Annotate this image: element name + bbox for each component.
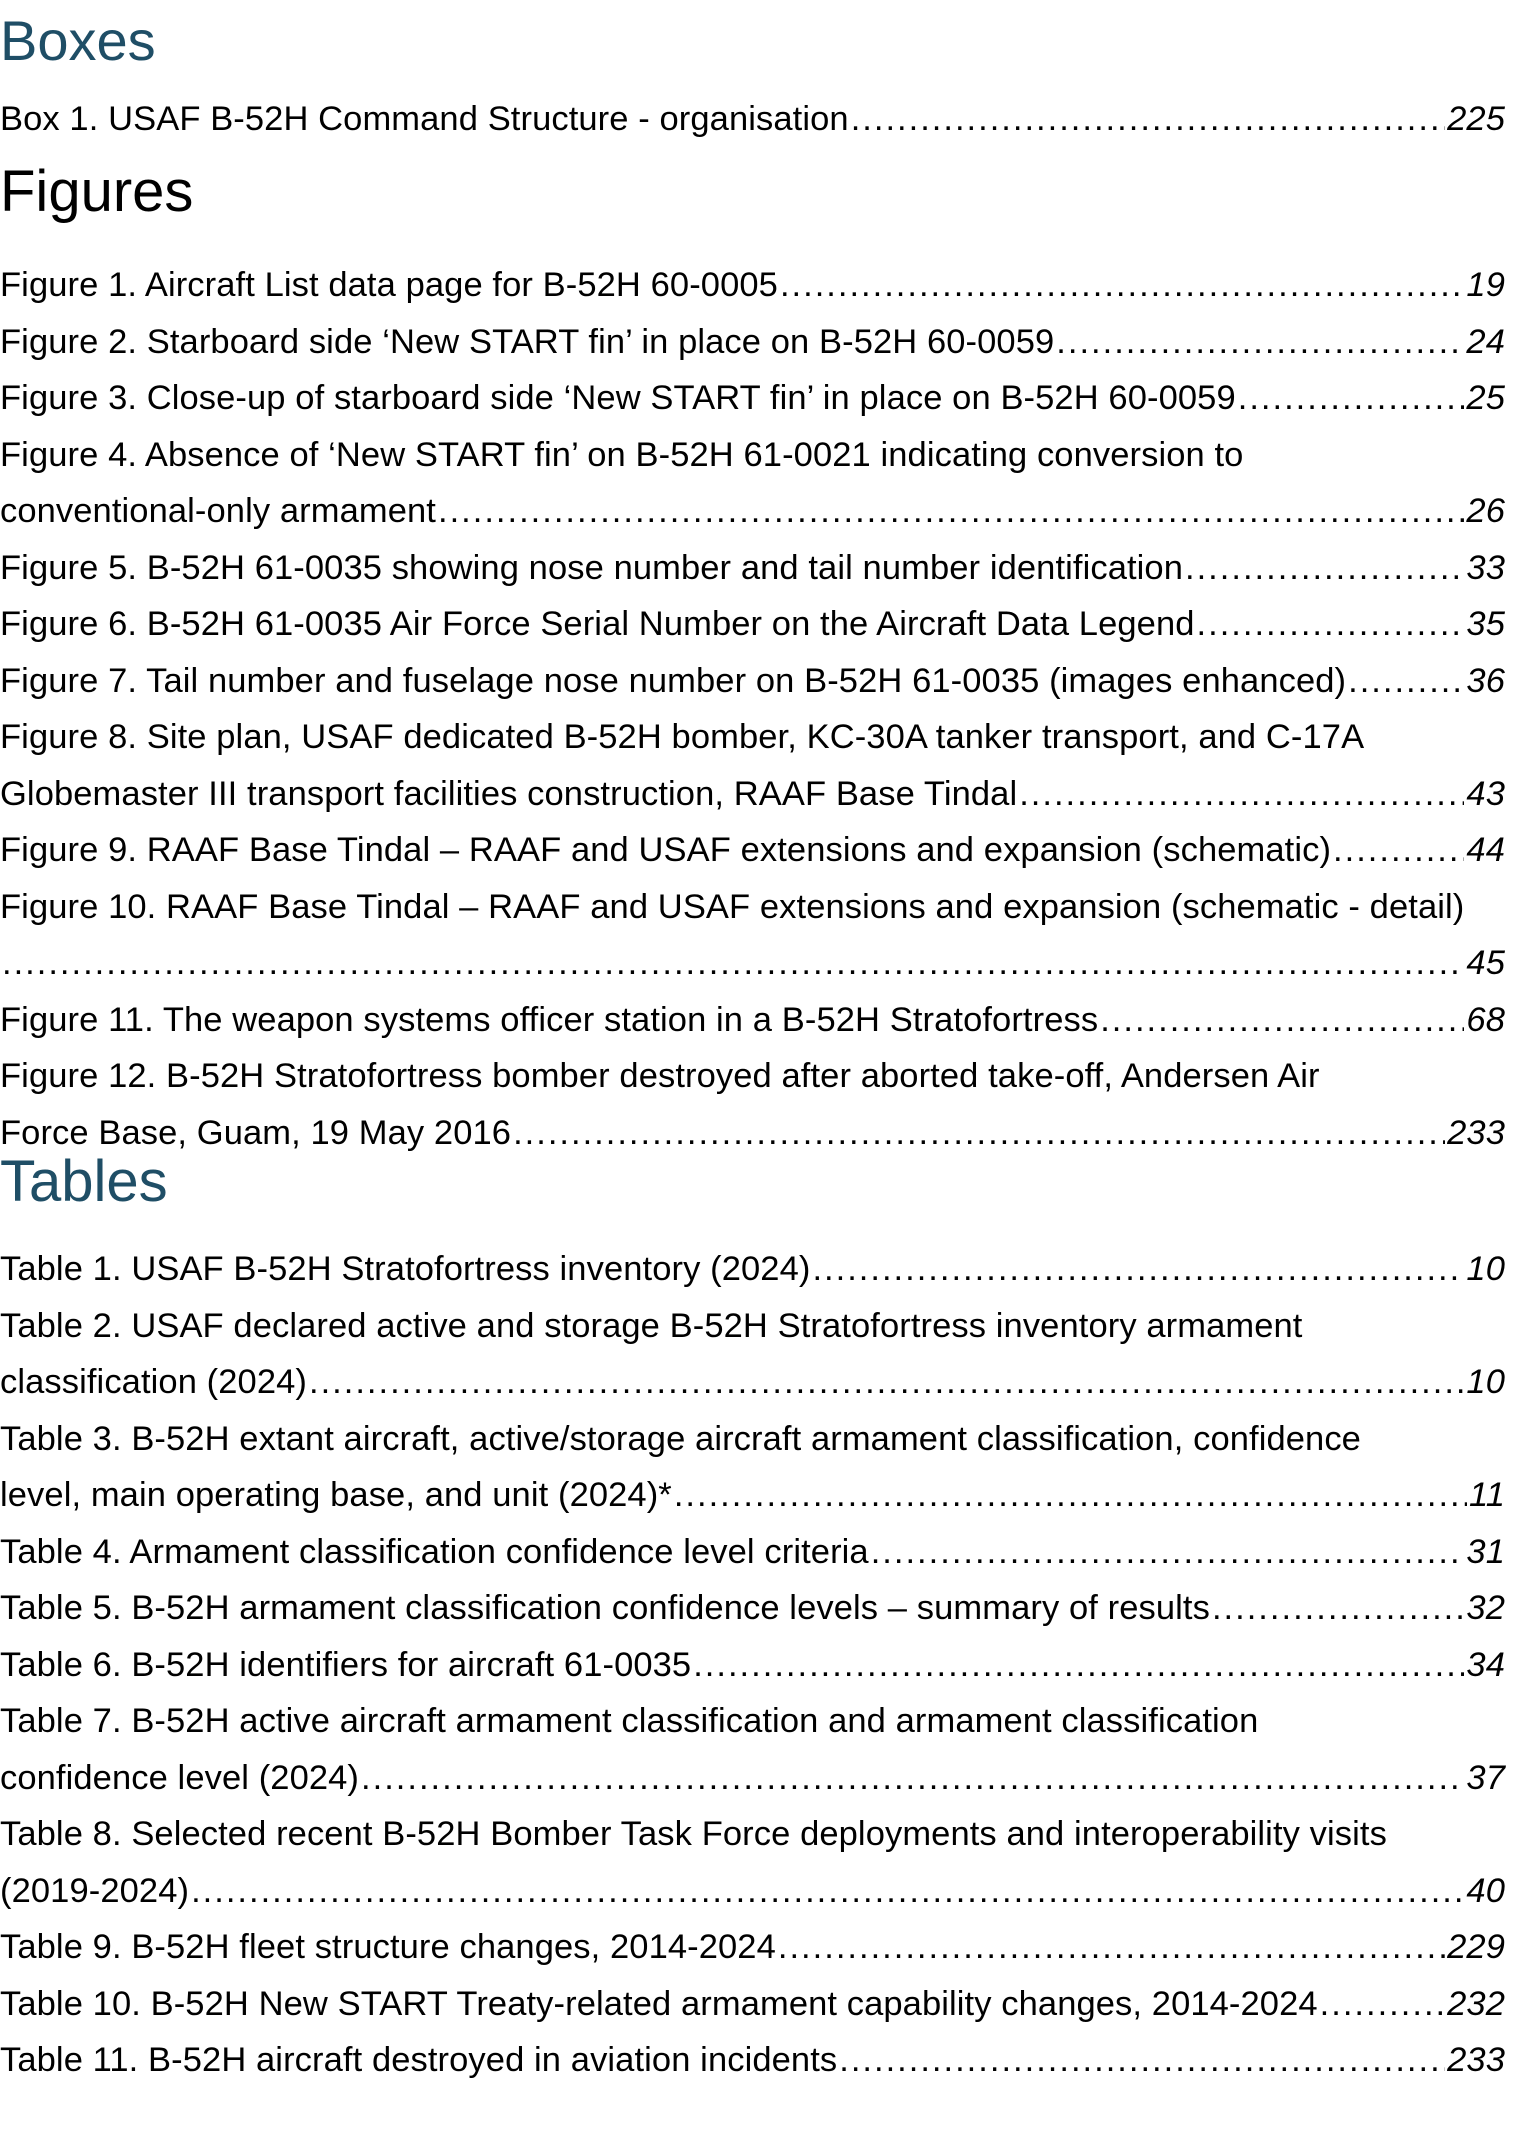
toc-entry[interactable]: [0, 879, 1505, 992]
dot-leader: [2, 935, 1464, 992]
toc-entry[interactable]: [0, 427, 1505, 540]
toc-entry-title: Figure 5. B-52H 61-0035 showing nose number and tail number identification: [0, 548, 1184, 587]
toc-page-number[interactable]: 31: [1466, 1532, 1505, 1571]
toc-page-number[interactable]: 233: [1447, 1113, 1505, 1152]
toc-page-number[interactable]: 40: [1466, 1871, 1505, 1910]
toc-entry[interactable]: [0, 1298, 1505, 1411]
dot-leader: [1333, 822, 1464, 879]
toc-entry-title: Table 6. B-52H identifiers for aircraft 61-0035: [0, 1645, 692, 1684]
toc-page-number[interactable]: 233: [1447, 2041, 1505, 2079]
dot-leader: [361, 1750, 1464, 1807]
toc-entry-title: Table 4. Armament classification confidence level criteria: [0, 1532, 869, 1571]
toc-entry-title-continued: level, main operating base, and unit (2024)*: [0, 1476, 672, 1514]
dot-leader: [693, 1637, 1464, 1694]
toc-entry-title: Table 11. B-52H aircraft destroyed in aviation incidents: [0, 2041, 838, 2079]
toc-page-number[interactable]: 45: [1466, 944, 1505, 982]
toc-entry-title: Table 9. B-52H fleet structure changes, 2014-2024: [0, 1928, 776, 1966]
toc-entry[interactable]: [0, 822, 1505, 879]
toc-page-number[interactable]: 232: [1447, 1984, 1505, 2023]
toc-page-number[interactable]: 26: [1466, 492, 1505, 530]
toc-entry-title: Figure 1. Aircraft List data page for B-52H 60-0005: [0, 266, 778, 304]
toc-page-number[interactable]: 68: [1466, 1000, 1505, 1039]
toc-entry-title: Figure 2. Starboard side ‘New START fin’ in place on B-52H 60-0059: [0, 322, 1055, 361]
dot-leader: [309, 1354, 1464, 1411]
dot-leader: [1320, 1976, 1445, 2033]
toc-entry-title-continued: Force Base, Guam, 19 May 2016: [0, 1113, 512, 1152]
toc-page-number[interactable]: 24: [1466, 322, 1505, 361]
toc-entry-title-continued: classification (2024): [0, 1363, 307, 1401]
toc-entry-title: Table 5. B-52H armament classification confidence levels – summary of results: [0, 1589, 1210, 1627]
toc-page-number[interactable]: 225: [1447, 100, 1505, 138]
toc-entry[interactable]: [0, 1411, 1505, 1524]
toc-entry[interactable]: [0, 653, 1505, 710]
toc-entry-title: Table 3. B-52H extant aircraft, active/storage aircraft armament classification, confidence: [0, 1419, 1361, 1458]
toc-entry[interactable]: [0, 1637, 1505, 1694]
toc-entry-title: Figure 12. B-52H Stratofortress bomber destroyed after aborted take-off, Andersen Air: [0, 1057, 1320, 1095]
dot-leader: [191, 1863, 1464, 1920]
section-heading-figures: Figures: [0, 159, 194, 224]
toc-entry[interactable]: [0, 1693, 1505, 1806]
dot-leader: [1238, 370, 1465, 427]
dot-leader: [812, 1241, 1464, 1298]
toc-entry[interactable]: [0, 1806, 1505, 1919]
toc-entry-title-continued: Globemaster III transport facilities construction, RAAF Base Tindal: [0, 774, 1018, 813]
toc-page-number[interactable]: 32: [1466, 1589, 1505, 1627]
toc-entry[interactable]: [0, 1580, 1505, 1637]
toc-entry[interactable]: [0, 91, 1505, 148]
dot-leader: [871, 1524, 1465, 1581]
toc-entry[interactable]: [0, 992, 1505, 1049]
toc-page-number[interactable]: 35: [1466, 605, 1505, 643]
dot-leader: [1197, 596, 1465, 653]
toc-entry-title-continued: (2019-2024): [0, 1871, 190, 1910]
toc-entry-title: Table 8. Selected recent B-52H Bomber Task Force deployments and interoperability visits: [0, 1815, 1387, 1853]
toc-entry-title: Table 1. USAF B-52H Stratofortress inventory (2024): [0, 1250, 811, 1288]
toc-entry-title: Table 2. USAF declared active and storage B-52H Stratofortress inventory armament: [0, 1306, 1303, 1345]
section-heading-tables: Tables: [0, 1149, 168, 1214]
dot-leader: [839, 2032, 1445, 2089]
dot-leader: [778, 1919, 1445, 1976]
toc-page-number[interactable]: 34: [1466, 1645, 1505, 1684]
toc-page-number[interactable]: 44: [1466, 831, 1505, 869]
toc-page-number[interactable]: 25: [1466, 379, 1505, 417]
toc-entry[interactable]: [0, 709, 1505, 822]
toc-page-number[interactable]: 19: [1466, 266, 1505, 304]
dot-leader: [674, 1467, 1467, 1524]
dot-leader: [513, 1105, 1445, 1162]
toc-entry[interactable]: [0, 540, 1505, 597]
toc-page-number[interactable]: 11: [1468, 1476, 1505, 1514]
toc-page-number[interactable]: 33: [1466, 548, 1505, 587]
toc-entry-title: Figure 6. B-52H 61-0035 Air Force Serial Number on the Aircraft Data Legend: [0, 605, 1195, 643]
section-heading-boxes: Boxes: [0, 9, 156, 72]
toc-entry[interactable]: [0, 1241, 1505, 1298]
toc-entry-title: Figure 11. The weapon systems officer station in a B-52H Stratofortress: [0, 1000, 1099, 1039]
toc-entry[interactable]: [0, 1524, 1505, 1581]
toc-page-number[interactable]: 10: [1466, 1250, 1505, 1288]
toc-entry[interactable]: [0, 1048, 1505, 1161]
dot-leader: [1212, 1580, 1464, 1637]
toc-entry[interactable]: [0, 1919, 1505, 1976]
toc-entry-title-continued: conventional-only armament: [0, 492, 436, 530]
dot-leader: [1019, 766, 1464, 823]
toc-entry-title: Figure 4. Absence of ‘New START fin’ on B-52H 61-0021 indicating conversion to: [0, 435, 1244, 474]
toc-page-number[interactable]: 43: [1466, 774, 1505, 813]
toc-entry-title-continued: confidence level (2024): [0, 1758, 360, 1797]
toc-entry-title: Figure 9. RAAF Base Tindal – RAAF and USAF extensions and expansion (schematic): [0, 831, 1332, 869]
toc-page-number[interactable]: 229: [1447, 1928, 1505, 1966]
toc-entry-title: Figure 7. Tail number and fuselage nose number on B-52H 61-0035 (images enhanced): [0, 661, 1347, 700]
toc-entry[interactable]: [0, 370, 1505, 427]
toc-page-number[interactable]: 10: [1466, 1363, 1505, 1401]
toc-entry[interactable]: [0, 2032, 1505, 2089]
dot-leader: [438, 483, 1464, 540]
dot-leader: [1185, 540, 1464, 597]
toc-page-number[interactable]: 36: [1466, 661, 1505, 700]
dot-leader: [1348, 653, 1464, 710]
dot-leader: [851, 91, 1445, 148]
toc-entry-title: Table 10. B-52H New START Treaty-related armament capability changes, 2014-2024: [0, 1984, 1318, 2023]
toc-entry-title: Table 7. B-52H active aircraft armament classification and armament classification: [0, 1702, 1259, 1740]
toc-entry[interactable]: [0, 314, 1505, 371]
toc-entry-title: Figure 3. Close-up of starboard side ‘New START fin’ in place on B-52H 60-0059: [0, 379, 1236, 417]
toc-entry[interactable]: [0, 1976, 1505, 2033]
toc-entry-title: Figure 8. Site plan, USAF dedicated B-52H bomber, KC-30A tanker transport, and C-17A: [0, 718, 1365, 756]
dot-leader: [780, 257, 1464, 314]
toc-page-number[interactable]: 37: [1466, 1758, 1505, 1797]
dot-leader: [1100, 992, 1464, 1049]
toc-entry-title: Figure 10. RAAF Base Tindal – RAAF and USAF extensions and expansion (schematic - detail): [0, 887, 1465, 926]
toc-entry[interactable]: [0, 257, 1505, 314]
toc-entry-title: Box 1. USAF B-52H Command Structure - organisation: [0, 100, 849, 138]
toc-entry[interactable]: [0, 596, 1505, 653]
dot-leader: [1056, 314, 1464, 371]
